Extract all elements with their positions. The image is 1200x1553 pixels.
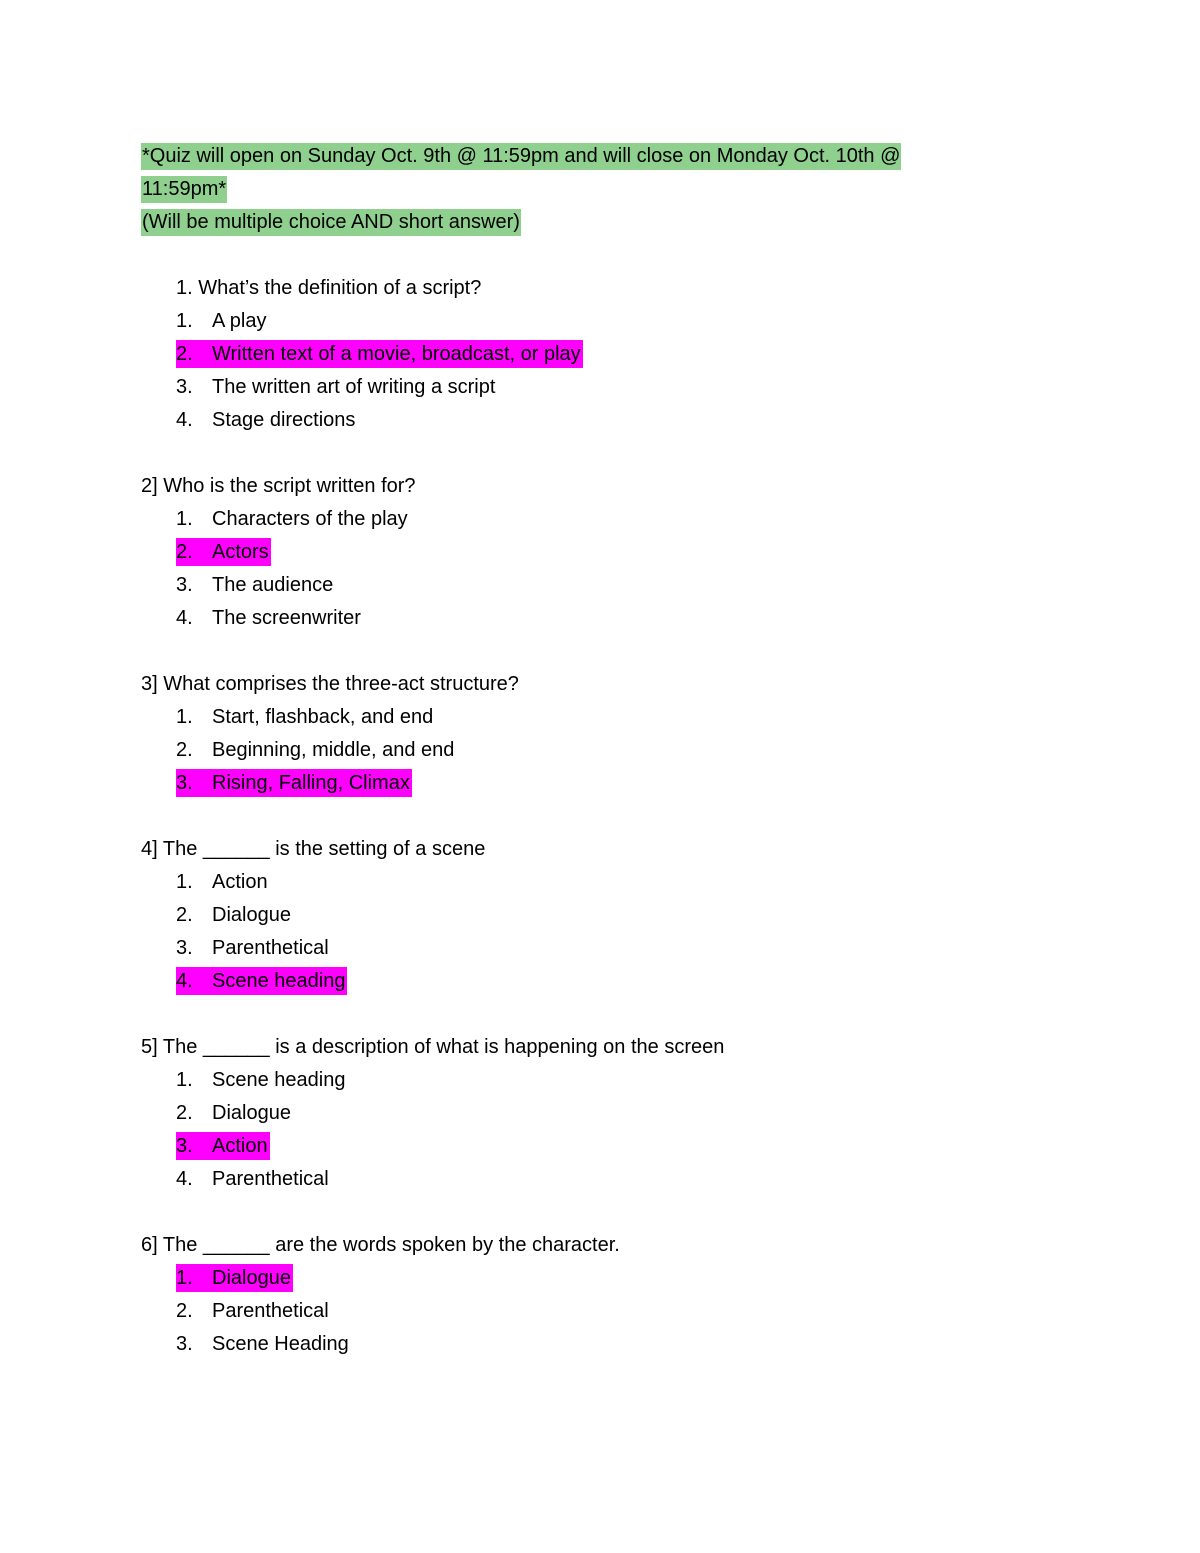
option-number: 2.	[176, 541, 193, 563]
question-text: 2] Who is the script written for?	[141, 475, 416, 497]
option-label: Dialogue	[212, 1102, 291, 1124]
option-content	[176, 736, 456, 764]
option-label: Rising, Falling, Climax	[212, 772, 410, 794]
option-number: 3.	[176, 772, 193, 794]
answer-option	[176, 1295, 1001, 1328]
option-number: 3.	[176, 1135, 193, 1157]
question-text: 1. What’s the definition of a script?	[176, 277, 482, 299]
option-content	[176, 505, 410, 533]
answer-option-correct	[176, 767, 1001, 800]
answer-option	[176, 866, 1001, 899]
question-list	[141, 272, 1001, 1361]
question-text: 5] The ______ is a description of what is happening on the screen	[141, 1036, 725, 1058]
option-content	[176, 538, 271, 566]
option-content	[176, 1264, 293, 1292]
option-content	[176, 901, 293, 929]
option-number: 2.	[176, 904, 193, 926]
option-content	[176, 703, 435, 731]
option-content	[176, 967, 347, 995]
option-number: 3.	[176, 937, 193, 959]
option-label: Parenthetical	[212, 937, 329, 959]
option-number: 4.	[176, 409, 193, 431]
question-text: 6] The ______ are the words spoken by the character.	[141, 1234, 620, 1256]
answer-option-correct	[176, 1262, 1001, 1295]
quiz-notice-line-1: *Quiz will open on Sunday Oct. 9th @ 11:59pm and will close on Monday Oct. 10th @	[141, 140, 1001, 173]
option-number: 2.	[176, 343, 193, 365]
option-content	[176, 1066, 347, 1094]
option-content	[176, 571, 335, 599]
option-label: Stage directions	[212, 409, 356, 431]
option-number: 1.	[176, 1069, 193, 1091]
option-number: 4.	[176, 1168, 193, 1190]
option-number: 2.	[176, 1102, 193, 1124]
option-content	[176, 1132, 270, 1160]
answer-option	[176, 569, 1001, 602]
answer-option	[176, 503, 1001, 536]
option-label: The screenwriter	[212, 607, 361, 629]
option-label: The audience	[212, 574, 334, 596]
quiz-notice-line-2: 11:59pm*	[141, 173, 1001, 206]
option-label: Written text of a movie, broadcast, or play	[212, 343, 581, 365]
answer-option-correct	[176, 536, 1001, 569]
answer-option-correct	[176, 1130, 1001, 1163]
option-number: 2.	[176, 739, 193, 761]
option-number: 1.	[176, 310, 193, 332]
answer-option	[176, 932, 1001, 965]
option-number: 4.	[176, 970, 193, 992]
option-label: Start, flashback, and end	[212, 706, 434, 728]
option-label: Parenthetical	[212, 1300, 329, 1322]
question-block	[141, 668, 1001, 800]
question-block	[141, 833, 1001, 998]
question-text: 3] What comprises the three-act structure?	[141, 673, 519, 695]
answer-option	[176, 404, 1001, 437]
answer-options	[141, 503, 1001, 635]
option-number: 3.	[176, 1333, 193, 1355]
spacer	[141, 239, 1001, 272]
option-content	[176, 1165, 331, 1193]
option-content	[176, 373, 497, 401]
option-content	[176, 307, 268, 335]
answer-option	[176, 602, 1001, 635]
option-number: 1.	[176, 871, 193, 893]
answer-option	[176, 1163, 1001, 1196]
option-label: Scene heading	[212, 970, 346, 992]
question-block	[141, 1229, 1001, 1361]
option-number: 4.	[176, 607, 193, 629]
option-label: A play	[212, 310, 267, 332]
answer-option-correct	[176, 965, 1001, 998]
option-label: Dialogue	[212, 904, 291, 926]
option-number: 3.	[176, 574, 193, 596]
option-number: 3.	[176, 376, 193, 398]
option-content	[176, 868, 270, 896]
option-content	[176, 1099, 293, 1127]
option-label: Parenthetical	[212, 1168, 329, 1190]
answer-option	[176, 1328, 1001, 1361]
answer-options	[141, 1262, 1001, 1361]
option-content	[176, 604, 363, 632]
question-block	[141, 272, 1001, 437]
answer-option	[176, 1064, 1001, 1097]
answer-option	[176, 371, 1001, 404]
option-number: 1.	[176, 508, 193, 530]
option-label: Action	[212, 1135, 268, 1157]
option-number: 1.	[176, 706, 193, 728]
answer-option-correct	[176, 338, 1001, 371]
option-content	[176, 340, 583, 368]
option-content	[176, 769, 412, 797]
answer-options	[141, 866, 1001, 998]
option-label: Characters of the play	[212, 508, 408, 530]
option-content	[176, 934, 331, 962]
option-label: Scene heading	[212, 1069, 346, 1091]
quiz-format-note: (Will be multiple choice AND short answer)	[141, 206, 1001, 239]
answer-option	[176, 899, 1001, 932]
answer-option	[176, 701, 1001, 734]
answer-options	[141, 305, 1001, 437]
option-content	[176, 1297, 331, 1325]
question-block	[141, 470, 1001, 635]
answer-options	[141, 701, 1001, 800]
option-label: Actors	[212, 541, 269, 563]
answer-option	[176, 1097, 1001, 1130]
option-number: 1.	[176, 1267, 193, 1289]
option-content	[176, 1330, 351, 1358]
option-content	[176, 406, 357, 434]
option-label: Beginning, middle, and end	[212, 739, 455, 761]
option-number: 2.	[176, 1300, 193, 1322]
option-label: Dialogue	[212, 1267, 291, 1289]
question-block	[141, 1031, 1001, 1196]
option-label: Action	[212, 871, 268, 893]
document-body	[141, 140, 1001, 1394]
option-label: The written art of writing a script	[212, 376, 496, 398]
answer-options	[141, 1064, 1001, 1196]
question-text: 4] The ______ is the setting of a scene	[141, 838, 486, 860]
option-label: Scene Heading	[212, 1333, 349, 1355]
answer-option	[176, 305, 1001, 338]
answer-option	[176, 734, 1001, 767]
